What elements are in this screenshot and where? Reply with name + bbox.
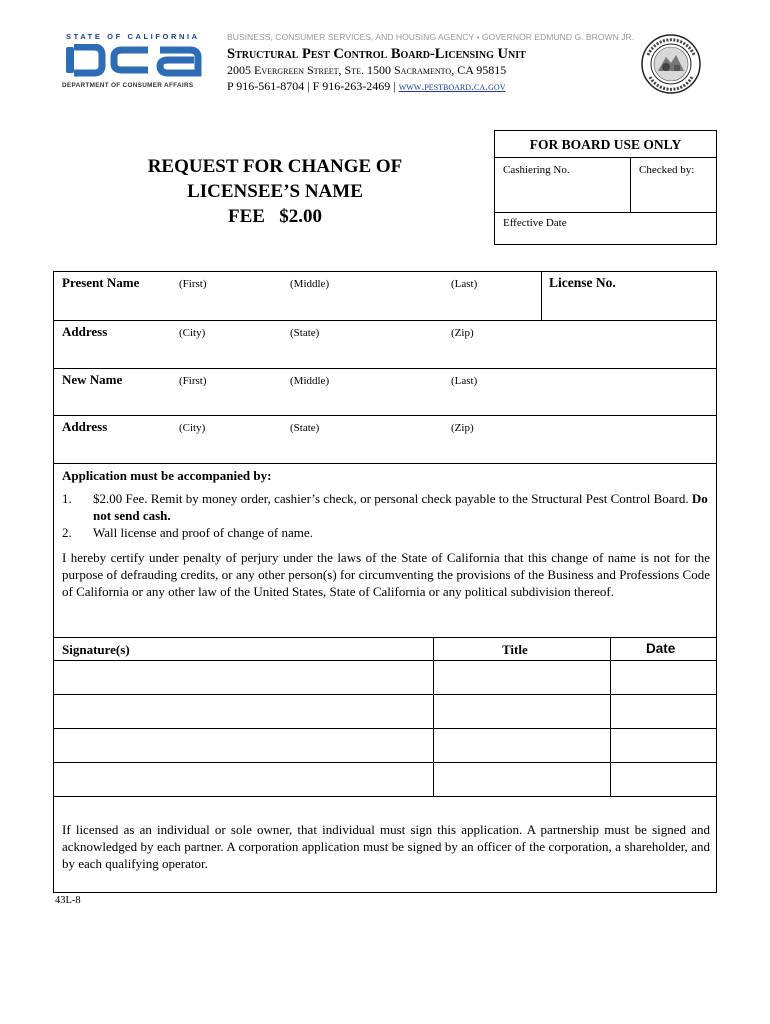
column-divider [610, 695, 611, 728]
dca-logo [64, 44, 206, 78]
state-label: (State) [290, 327, 320, 339]
effective-date-label: Effective Date [503, 217, 567, 229]
license-no-label: License No. [549, 275, 616, 290]
column-divider [433, 661, 434, 694]
present-name-row[interactable] [54, 272, 716, 321]
signature-row[interactable] [54, 763, 716, 797]
requirements-heading: Application must be accompanied by: [62, 468, 272, 483]
new-address-row[interactable] [54, 416, 716, 464]
column-divider [433, 638, 434, 660]
item-text: $2.00 Fee. Remit by money order, cashier’s check, or personal check payable to the Structural Pest Control Board. [93, 491, 692, 506]
column-divider [433, 729, 434, 762]
column-divider [610, 638, 611, 660]
effective-date-field[interactable] [495, 213, 716, 245]
title-fee: FEE $2.00 [228, 206, 322, 227]
item-text: Wall license and proof of change of name. [93, 525, 313, 540]
signature-table [54, 637, 716, 797]
present-middle-label: (Middle) [290, 278, 330, 290]
state-label: (State) [290, 422, 320, 434]
item-number: 2. [62, 525, 72, 540]
address-label: Address [62, 419, 108, 434]
title-header: Title [502, 642, 528, 657]
item-number: 1. [62, 491, 72, 506]
license-divider [541, 272, 542, 321]
list-item [62, 524, 710, 541]
zip-label: (Zip) [451, 422, 474, 434]
column-divider [610, 729, 611, 762]
state-seal-icon [640, 33, 702, 95]
main-form [53, 271, 717, 893]
signature-header: Signature(s) [62, 642, 130, 657]
title-line-2: LICENSEE’S NAME [187, 181, 363, 202]
column-divider [610, 661, 611, 694]
address-label: Address [62, 324, 108, 339]
new-middle-label: (Middle) [290, 375, 330, 387]
phone-fax: P 916-561-8704 | F 916-263-2469 | [227, 79, 399, 93]
board-name: Structural Pest Control Board-Licensing Unit [227, 46, 526, 62]
signature-header-row [54, 638, 716, 661]
column-divider [433, 695, 434, 728]
certification-statement: I hereby certify under penalty of perjury under the laws of the State of California that this change of name is not for the purpose of defrauding credits, or any other person(s) for circumventing the provisions of the Business and Professions Code of California or any other law of the United States, State of California or any political subdivision thereof. [62, 550, 710, 599]
cashiering-no-field[interactable] [495, 158, 631, 213]
signature-row[interactable] [54, 729, 716, 763]
contact-line [227, 79, 505, 94]
board-address: 2005 Evergreen Street, Ste. 1500 Sacramento, CA 95815 [227, 63, 507, 77]
signature-row[interactable] [54, 661, 716, 695]
city-label: (City) [179, 422, 206, 434]
column-divider [610, 763, 611, 796]
present-first-label: (First) [179, 278, 207, 290]
zip-label: (Zip) [451, 327, 474, 339]
website-link[interactable]: www.pestboard.ca.gov [398, 79, 506, 93]
agency-line: BUSINESS, CONSUMER SERVICES, AND HOUSING AGENCY • GOVERNOR EDMUND G. BROWN JR. [227, 32, 635, 42]
city-label: (City) [179, 327, 206, 339]
signature-row[interactable] [54, 695, 716, 729]
column-divider [433, 763, 434, 796]
checked-by-label: Checked by: [639, 164, 695, 176]
item-emphasis: Do not send cash. [93, 491, 708, 523]
signing-instructions: If licensed as an individual or sole owner, that individual must sign this application. A partnership must be signed and acknowledged by each partner. A corporation application must be signed by an officer of the corporation, a shareholder, and by each qualifying operator. [62, 822, 710, 871]
requirements-list [62, 490, 710, 541]
form-title [120, 154, 430, 229]
new-name-label: New Name [62, 372, 123, 387]
form-number: 43L-8 [55, 895, 81, 906]
checked-by-field[interactable] [631, 158, 717, 213]
date-header: Date [646, 641, 676, 656]
present-last-label: (Last) [451, 278, 478, 290]
cashiering-label: Cashiering No. [503, 164, 570, 176]
list-item [62, 490, 710, 524]
board-use-box [494, 130, 717, 245]
present-name-label: Present Name [62, 275, 140, 290]
present-address-row[interactable] [54, 321, 716, 369]
board-use-heading: FOR BOARD USE ONLY [495, 131, 716, 158]
department-name: DEPARTMENT OF CONSUMER AFFAIRS [62, 82, 194, 89]
new-last-label: (Last) [451, 375, 478, 387]
new-first-label: (First) [179, 375, 207, 387]
title-line-1: REQUEST FOR CHANGE OF [147, 156, 403, 177]
state-of-california-text: STATE OF CALIFORNIA [66, 32, 200, 41]
new-name-row[interactable] [54, 369, 716, 416]
